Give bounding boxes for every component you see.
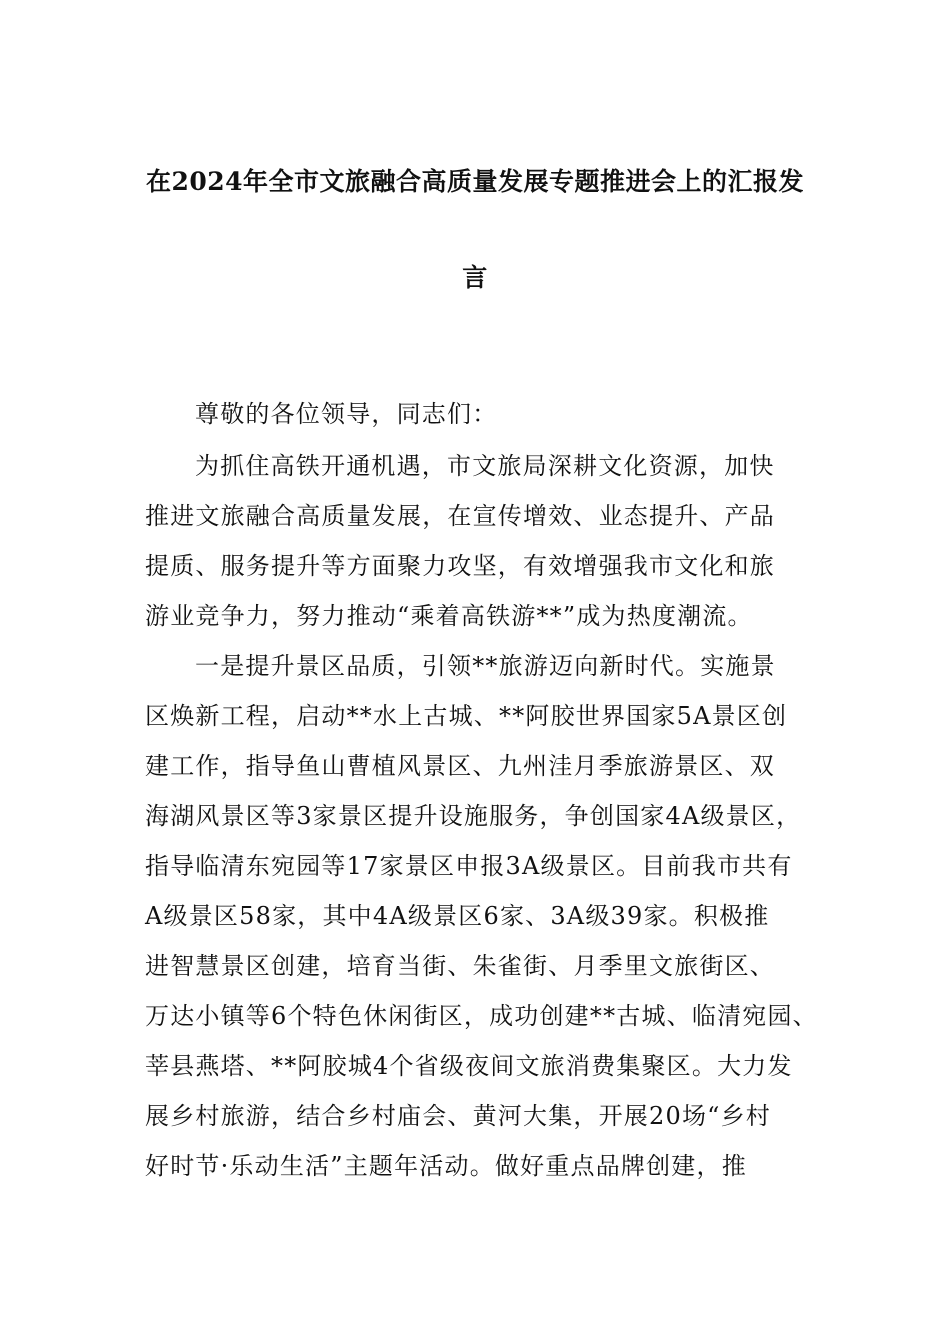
body-line: 建工作，指导鱼山曹植风景区、九州洼月季旅游景区、双 [145,752,775,780]
body-line: 推进文旅融合高质量发展，在宣传增效、业态提升、产品 [145,502,775,530]
body-line: 莘县燕塔、**阿胶城4个省级夜间文旅消费集聚区。大力发 [145,1052,793,1080]
body-line: 海湖风景区等3家景区提升设施服务，争创国家4A级景区， [145,802,802,830]
document-title-line-1: 在2024年全市文旅融合高质量发展专题推进会上的汇报发 [145,167,805,196]
body-line: 提质、服务提升等方面聚力攻坚，有效增强我市文化和旅 [145,552,775,580]
body-line: 进智慧景区创建，培育当街、朱雀街、月季里文旅街区、 [145,952,775,980]
body-line: 万达小镇等6个特色休闲街区，成功创建**古城、临清宛园、 [145,1002,818,1030]
document-title-line-2: 言 [462,263,488,292]
body-line: 一是提升景区品质，引领**旅游迈向新时代。实施景 [195,652,776,680]
body-line: 指导临清东宛园等17家景区申报3A级景区。目前我市共有 [145,852,793,880]
body-line: 区焕新工程，启动**水上古城、**阿胶世界国家5A景区创 [145,702,788,730]
body-line: A级景区58家，其中4A级景区6家、3A级39家。积极推 [145,902,770,930]
body-line: 游业竞争力，努力推动“乘着高铁游**”成为热度潮流。 [145,602,753,630]
body-line: 展乡村旅游，结合乡村庙会、黄河大集，开展20场“乡村 [145,1102,772,1130]
body-line: 好时节·乐动生活”主题年活动。做好重点品牌创建，推 [145,1152,747,1180]
salutation: 尊敬的各位领导，同志们： [195,400,498,428]
body-line: 为抓住高铁开通机遇，市文旅局深耕文化资源，加快 [195,452,775,480]
